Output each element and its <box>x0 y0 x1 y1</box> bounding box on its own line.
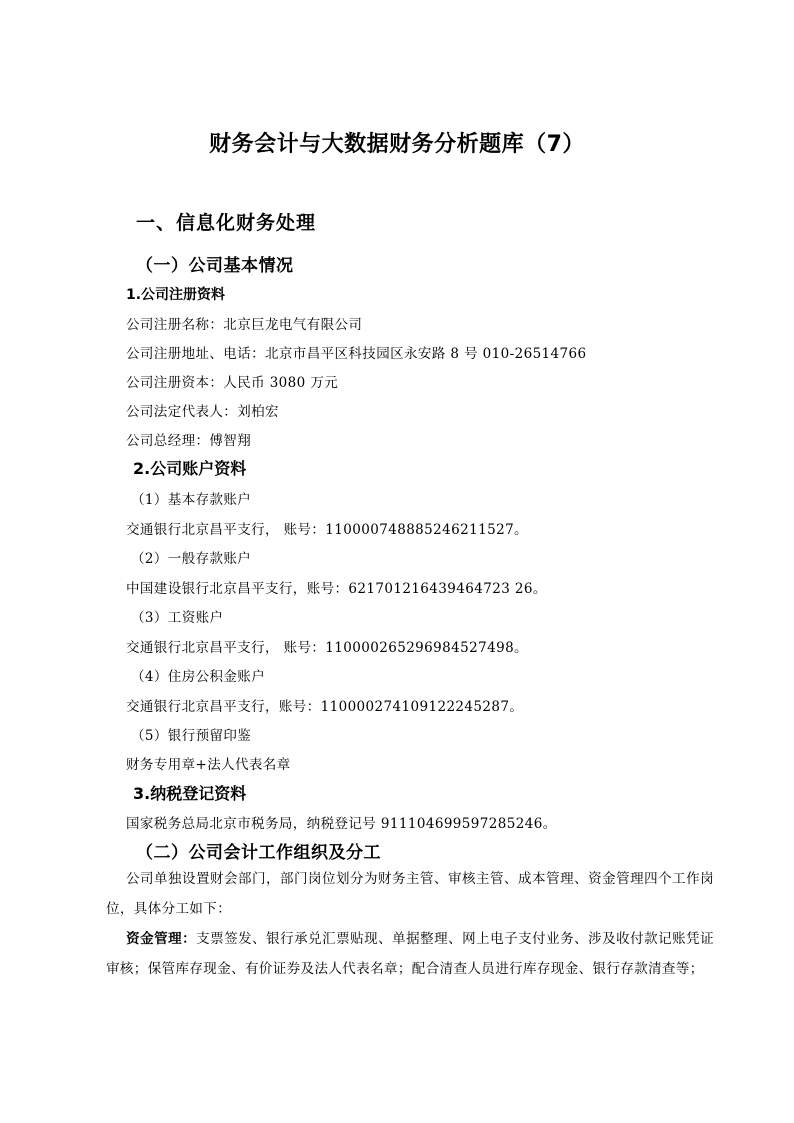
fund-management-text: 支票签发、银行承兑汇票贴现、单据整理、网上电子支付业务、涉及收付款记账凭证审核；保管库存现金、有价证券及法人代表名章；配合清查人员进行库存现金、银行存款清查等； <box>106 931 714 977</box>
account-label: （1）基本存款账户 <box>131 492 252 508</box>
account-detail: 财务专用章+法人代表名章 <box>126 757 291 773</box>
subsection-heading: （二）公司会计工作组织及分工 <box>136 843 381 863</box>
account-detail: 交通银行北京昌平支行， 账号：110000748885246211527。 <box>126 522 528 538</box>
account-detail: 交通银行北京昌平支行，账号：110000274109122245287。 <box>126 699 524 715</box>
registration-heading: 1.公司注册资料 <box>126 287 226 303</box>
legal-representative: 公司法定代表人：刘柏宏 <box>126 404 279 420</box>
account-label: （4）住房公积金账户 <box>131 669 266 685</box>
registration-name: 公司注册名称：北京巨龙电气有限公司 <box>126 317 363 333</box>
account-label: （2）一般存款账户 <box>131 551 252 567</box>
subsection-heading: （一）公司基本情况 <box>136 256 294 276</box>
page-title: 财务会计与大数据财务分析题库（7） <box>209 132 585 157</box>
account-detail: 交通银行北京昌平支行， 账号：110000265296984527498。 <box>126 640 528 656</box>
general-manager: 公司总经理：傅智翔 <box>126 433 252 449</box>
account-label: （5）银行预留印鉴 <box>131 728 252 744</box>
account-detail: 中国建设银行北京昌平支行，账号：621701216439464723 26。 <box>126 581 547 597</box>
account-label: （3）工资账户 <box>131 610 224 626</box>
tax-registration: 国家税务总局北京市税务局，纳税登记号 911104699597285246。 <box>126 816 557 832</box>
registration-capital: 公司注册资本：人民币 3080 万元 <box>126 375 339 391</box>
section-heading: 一、信息化财务处理 <box>136 212 317 234</box>
fund-management-label: 资金管理： <box>126 931 197 947</box>
accounts-heading: 2.公司账户资料 <box>133 459 247 478</box>
tax-heading: 3.纳税登记资料 <box>133 784 247 803</box>
organization-paragraph: 公司单独设置财会部门，部门岗位划分为财务主管、审核主管、成本管理、资金管理四个工作岗位，具体分工如下： <box>106 871 714 917</box>
fund-management-paragraph <box>106 924 714 984</box>
registration-address: 公司注册地址、电话：北京市昌平区科技园区永安路 8 号 010-26514766 <box>126 346 587 362</box>
